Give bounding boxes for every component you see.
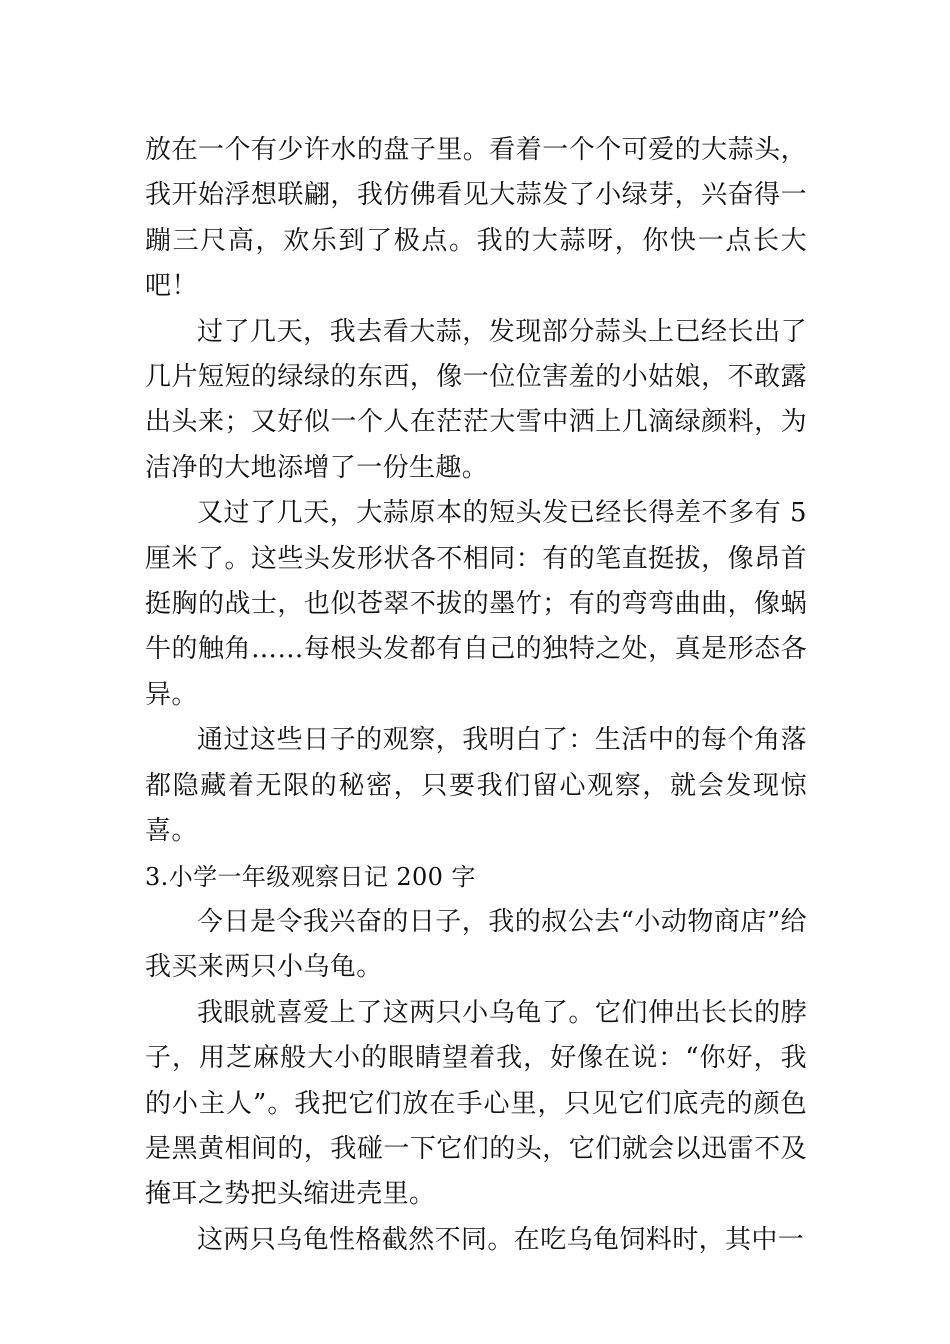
paragraph: 又过了几天，大蒜原本的短头发已经长得差不多有 5 厘米了。这些头发形状各不相同：有的笔直挺拔，像昂首挺胸的战士，也似苍翠不拔的墨竹；有的弯弯曲曲，像蜗牛的触角……每根头发都有自己的独特之处，真是形态各异。 — [145, 498, 807, 710]
section-heading: 3.小学一年级观察日记 200 字 — [145, 862, 476, 891]
paragraph: 这两只乌龟性格截然不同。在吃乌龟饲料时，其中一 — [197, 1224, 805, 1255]
document-body — [145, 128, 807, 1263]
paragraph: 通过这些日子的观察，我明白了：生活中的每个角落都隐藏着无限的秘密，只要我们留心观察，就会发现惊喜。 — [145, 725, 807, 847]
paragraph-continued: 放在一个有少许水的盘子里。看着一个个可爱的大蒜头，我开始浮想联翩，我仿佛看见大蒜发了小绿芽，兴奋得一蹦三尺高，欢乐到了极点。我的大蒜呀，你快一点长大吧！ — [145, 135, 807, 302]
paragraph: 我眼就喜爱上了这两只小乌龟了。它们伸出长长的脖子，用芝麻般大小的眼睛望着我，好像在说：“你好，我的小主人”。我把它们放在手心里，只见它们底壳的颜色是黑黄相间的，我碰一下它们的头，它们就会以迅雷不及掩耳之势把头缩进壳里。 — [145, 997, 807, 1210]
paragraph: 过了几天，我去看大蒜，发现部分蒜头上已经长出了几片短短的绿绿的东西，像一位位害羞的小姑娘，不敢露出头来；又好似一个人在茫茫大雪中洒上几滴绿颜料，为洁净的大地添增了一份生趣。 — [145, 316, 807, 483]
paragraph: 今日是令我兴奋的日子，我的叔公去“小动物商店”给我买来两只小乌龟。 — [145, 906, 807, 983]
